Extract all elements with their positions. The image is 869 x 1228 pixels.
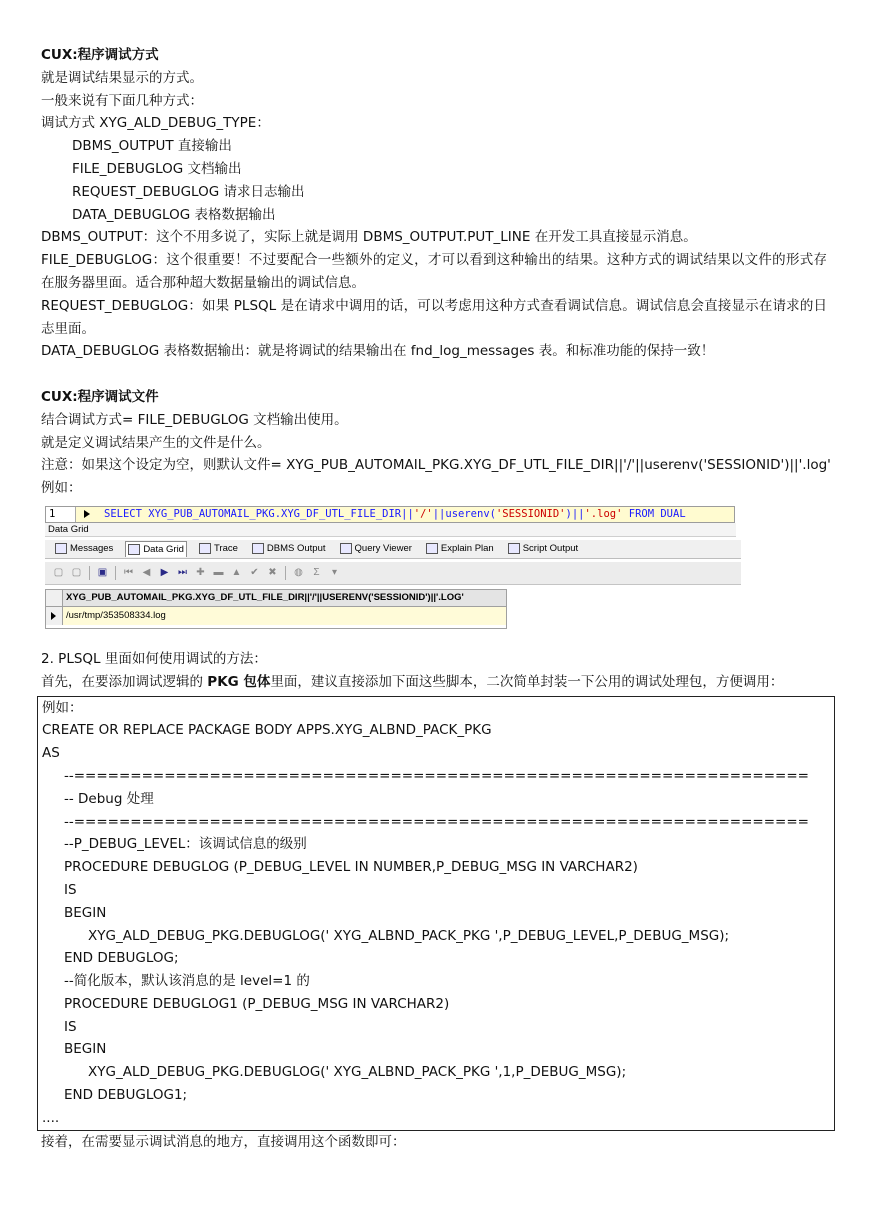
code-line: END DEBUGLOG; bbox=[64, 950, 179, 967]
desc-data-debuglog: DATA_DEBUGLOG 表格数据输出：就是将调试的结果输出在 fnd_log_messages 表。和标准功能的保持一致！ bbox=[41, 343, 715, 360]
code-line: .... bbox=[42, 1109, 60, 1126]
code-line: --================================================================= bbox=[64, 767, 809, 784]
code-line: 例如： bbox=[42, 699, 83, 716]
plsql-outro: 接着，在需要显示调试消息的地方，直接调用这个函数即可： bbox=[41, 1133, 406, 1150]
code-line: CREATE OR REPLACE PACKAGE BODY APPS.XYG_ALBND_PACK_PKG bbox=[42, 722, 492, 739]
paragraph: 就是定义调试结果产生的文件是什么。 bbox=[41, 434, 271, 451]
debug-type-item: REQUEST_DEBUGLOG 请求日志输出 bbox=[72, 183, 305, 200]
post-record-icon[interactable]: ✔ bbox=[250, 567, 259, 579]
tab-label: DBMS Output bbox=[266, 543, 326, 555]
plsql-intro: 首先，在要添加调试逻辑的 PKG 包体里面，建议直接添加下面这些脚本，二次简单封装一下公用的调试处理包，方便调用： bbox=[41, 673, 784, 690]
tab-label: Messages bbox=[70, 543, 114, 555]
code-line: XYG_ALD_DEBUG_PKG.DEBUGLOG(' XYG_ALBND_PACK_PKG ',P_DEBUG_LEVEL,P_DEBUG_MSG); bbox=[88, 927, 730, 944]
filter-icon[interactable]: ◍ bbox=[294, 567, 303, 579]
tab-dbms-output[interactable] bbox=[250, 541, 328, 556]
code-block bbox=[37, 696, 835, 1131]
sql-operator: )|| bbox=[565, 507, 585, 520]
last-record-icon[interactable]: ⏭ bbox=[178, 567, 187, 579]
code-line: --简化版本，默认该消息的是 level=1 的 bbox=[64, 973, 310, 990]
code-line: END DEBUGLOG1; bbox=[64, 1087, 188, 1104]
code-line: --P_DEBUG_LEVEL：该调试信息的级别 bbox=[64, 836, 307, 853]
code-line: IS bbox=[64, 1018, 77, 1035]
section-heading-debug-mode: CUX:程序调试方式 bbox=[41, 47, 159, 63]
messages-icon bbox=[55, 543, 67, 554]
code-line: AS bbox=[42, 745, 60, 762]
chevron-down-icon[interactable]: ▾ bbox=[331, 567, 338, 579]
tab-label: Explain Plan bbox=[440, 543, 494, 555]
tab-data-grid[interactable] bbox=[125, 541, 187, 557]
grid-header-row bbox=[46, 590, 506, 607]
sql-string: 'SESSIONID' bbox=[495, 507, 566, 520]
debug-type-label: 调试方式 XYG_ALD_DEBUG_TYPE： bbox=[41, 115, 270, 132]
grid-cell[interactable]: /usr/tmp/353508334.log bbox=[66, 609, 166, 621]
code-line: XYG_ALD_DEBUG_PKG.DEBUGLOG(' XYG_ALBND_PACK_PKG ',1,P_DEBUG_MSG); bbox=[88, 1064, 627, 1081]
export-icon[interactable]: ▣ bbox=[97, 567, 108, 579]
code-line: PROCEDURE DEBUGLOG1 (P_DEBUG_MSG IN VARCHAR2) bbox=[64, 995, 450, 1012]
line-number: 1 bbox=[46, 507, 76, 522]
explain-plan-icon bbox=[426, 543, 438, 554]
sql-keyword: SELECT bbox=[104, 507, 142, 520]
delete-record-icon[interactable]: ▬ bbox=[213, 567, 224, 579]
tab-label: Data Grid bbox=[143, 543, 184, 555]
lock-icon[interactable]: ▢ bbox=[53, 567, 64, 579]
output-tabs bbox=[45, 540, 741, 559]
sql-function: userenv( bbox=[445, 507, 496, 520]
sql-keyword: FROM DUAL bbox=[622, 507, 686, 520]
sql-object: XYG_PUB_AUTOMAIL_PKG.XYG_DF_UTL_FILE_DIR|| bbox=[141, 507, 414, 520]
row-header bbox=[46, 590, 63, 606]
query-viewer-icon bbox=[340, 543, 352, 554]
tab-trace[interactable] bbox=[197, 541, 240, 556]
code-line: IS bbox=[64, 881, 77, 898]
debug-type-item: FILE_DEBUGLOG 文档输出 bbox=[72, 160, 242, 177]
tab-messages[interactable] bbox=[53, 541, 115, 556]
unlock-icon[interactable]: ▢ bbox=[71, 567, 82, 579]
debug-type-item: DBMS_OUTPUT 直接输出 bbox=[72, 138, 232, 155]
next-record-icon[interactable]: ▶ bbox=[160, 567, 169, 579]
sql-operator: || bbox=[432, 507, 446, 520]
paragraph: 一般来说有下面几种方式： bbox=[41, 92, 203, 109]
desc-file-debuglog: FILE_DEBUGLOG：这个很重要！不过要配合一些额外的定义，才可以看到这种输出的结果。这种方式的调试结果以文件的形式存在服务器里面。适合那种超大数据量输出的调试信息。 bbox=[41, 252, 827, 291]
table-row[interactable] bbox=[46, 607, 506, 625]
code-line: -- Debug 处理 bbox=[64, 790, 154, 807]
prev-record-icon[interactable]: ◀ bbox=[142, 567, 151, 579]
example-label: 例如： bbox=[41, 480, 82, 497]
tab-script-output[interactable] bbox=[506, 541, 580, 556]
sql-string: '/' bbox=[413, 507, 433, 520]
tab-label: Query Viewer bbox=[354, 543, 412, 555]
section-heading-plsql: 2. PLSQL 里面如何使用调试的方法： bbox=[41, 650, 267, 667]
tab-query-viewer[interactable] bbox=[338, 541, 414, 556]
script-output-icon bbox=[508, 543, 520, 554]
tab-label: Trace bbox=[213, 543, 238, 555]
panel-title: Data Grid bbox=[45, 523, 736, 537]
debug-type-item: DATA_DEBUGLOG 表格数据输出 bbox=[72, 206, 276, 223]
cancel-record-icon[interactable]: ✖ bbox=[268, 567, 277, 579]
desc-dbms-output: DBMS_OUTPUT：这个不用多说了，实际上就是调用 DBMS_OUTPUT.PUT_LINE 在开发工具直接显示消息。 bbox=[41, 229, 697, 246]
tab-label: Script Output bbox=[522, 543, 579, 555]
code-line: PROCEDURE DEBUGLOG (P_DEBUG_LEVEL IN NUMBER,P_DEBUG_MSG IN VARCHAR2) bbox=[64, 859, 638, 876]
document-page bbox=[41, 44, 831, 1153]
code-line: BEGIN bbox=[64, 904, 107, 921]
sum-icon[interactable]: Σ bbox=[313, 567, 320, 579]
data-grid-icon bbox=[128, 544, 140, 555]
section-heading-debug-file: CUX:程序调试文件 bbox=[41, 388, 159, 405]
current-line-arrow-icon bbox=[84, 510, 90, 518]
result-grid bbox=[45, 589, 507, 629]
paragraph: 结合调试方式= FILE_DEBUGLOG 文档输出使用。 bbox=[41, 411, 348, 428]
row-indicator-icon bbox=[46, 607, 63, 625]
trace-icon bbox=[199, 543, 211, 554]
tab-explain-plan[interactable] bbox=[424, 541, 496, 556]
desc-request-debuglog: REQUEST_DEBUGLOG：如果 PLSQL 是在请求中调用的话，可以考虑用这种方式查看调试信息。调试信息会直接显示在请求的日志里面。 bbox=[41, 297, 827, 337]
grid-toolbar bbox=[45, 562, 741, 585]
first-record-icon[interactable]: ⏮ bbox=[124, 567, 133, 579]
sql-editor-line bbox=[45, 506, 735, 523]
column-header[interactable]: XYG_PUB_AUTOMAIL_PKG.XYG_DF_UTL_FILE_DIR||'/'||USERENV('SESSIONID')||'.LOG' bbox=[66, 591, 464, 603]
code-line: --================================================================= bbox=[64, 813, 809, 830]
edit-record-icon[interactable]: ▲ bbox=[231, 567, 242, 579]
insert-record-icon[interactable]: ✚ bbox=[196, 567, 205, 579]
sql-string: '.log' bbox=[584, 507, 623, 520]
sql-tool-screenshot bbox=[45, 506, 735, 630]
code-line: BEGIN bbox=[64, 1041, 107, 1058]
dbms-output-icon bbox=[252, 543, 264, 554]
default-file-note: 注意：如果这个设定为空，则默认文件= XYG_PUB_AUTOMAIL_PKG.XYG_DF_UTL_FILE_DIR||'/'||userenv('SESSIONID')||'.log' bbox=[41, 457, 831, 474]
paragraph: 就是调试结果显示的方式。 bbox=[41, 69, 203, 86]
